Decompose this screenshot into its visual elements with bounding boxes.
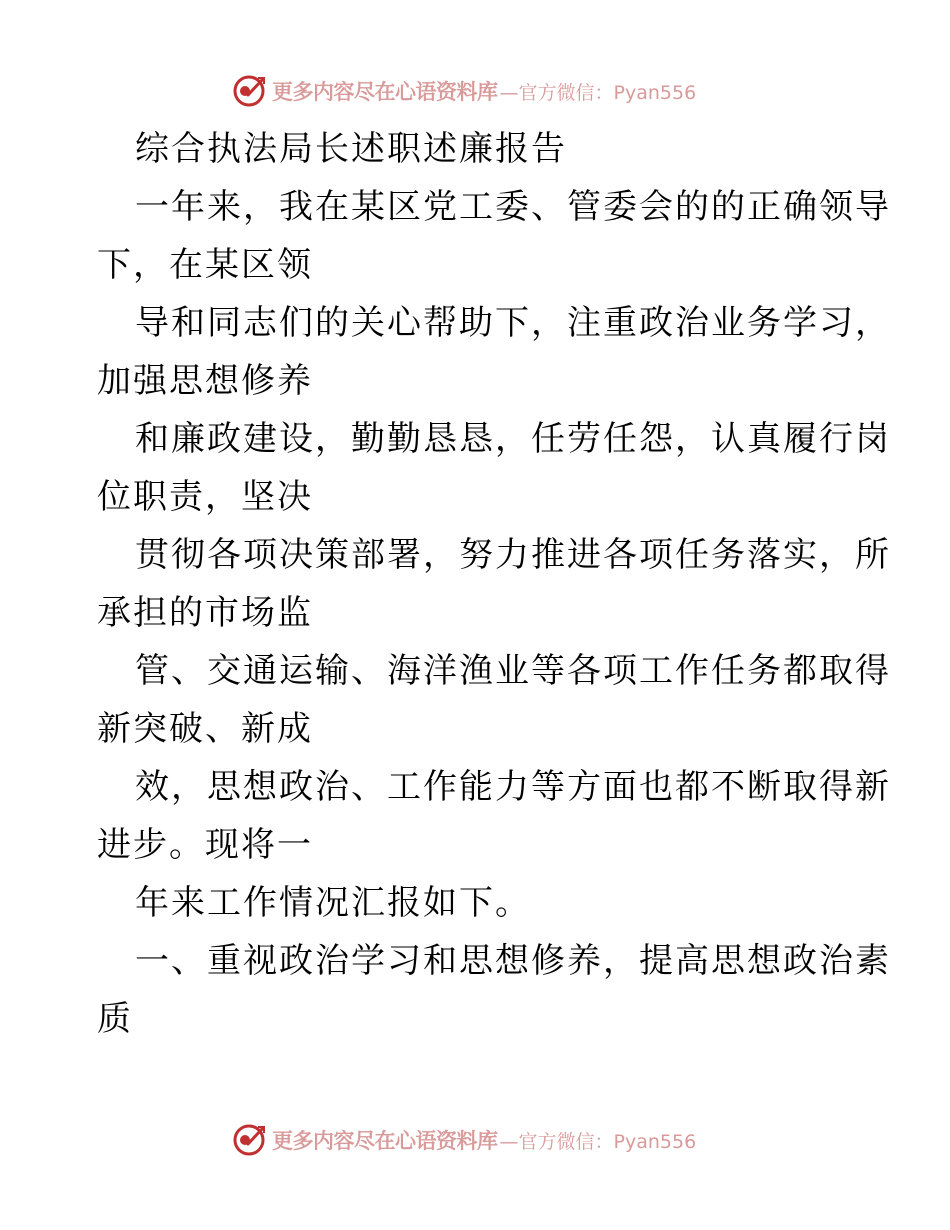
header-contact-text: —官方微信：Pyan556 [499,81,697,104]
section-heading-continuation: 质 [97,999,133,1039]
paragraph-line: 导和同志们的关心帮助下，注重政治业务学习， [135,303,891,343]
footer-watermark [232,1120,696,1160]
section-heading: 一、重视政治学习和思想修养，提高思想政治素 [135,941,891,981]
document-body [97,120,891,1048]
footer-contact-text: —官方微信：Pyan556 [499,1130,697,1153]
paragraph-line: 年来工作情况汇报如下。 [135,883,531,923]
paragraph-line: 进步。现将一 [97,825,313,865]
paragraph-line: 一年来，我在某区党工委、管委会的的正确领导 [135,187,891,227]
paragraph-line: 位职责，坚决 [97,477,313,517]
paragraph-line: 和廉政建设，勤勤恳恳，任劳任怨，认真履行岗 [135,419,891,459]
paragraph-line: 加强思想修养 [97,361,313,401]
brand-logo-icon [232,1123,266,1157]
footer-brand-text: 更多内容尽在心语资料库 [272,1128,498,1153]
paragraph-line: 承担的市场监 [97,593,313,633]
header-watermark [232,71,696,111]
paragraph-line: 贯彻各项决策部署，努力推进各项任务落实，所 [135,535,891,575]
brand-logo-icon [232,74,266,108]
header-brand-text: 更多内容尽在心语资料库 [272,79,498,104]
paragraph-line: 新突破、新成 [97,709,313,749]
paragraph-line: 管、交通运输、海洋渔业等各项工作任务都取得 [135,651,891,691]
paragraph-line: 下，在某区领 [97,245,313,285]
document-title: 综合执法局长述职述廉报告 [135,129,567,169]
paragraph-line: 效，思想政治、工作能力等方面也都不断取得新 [135,767,891,807]
